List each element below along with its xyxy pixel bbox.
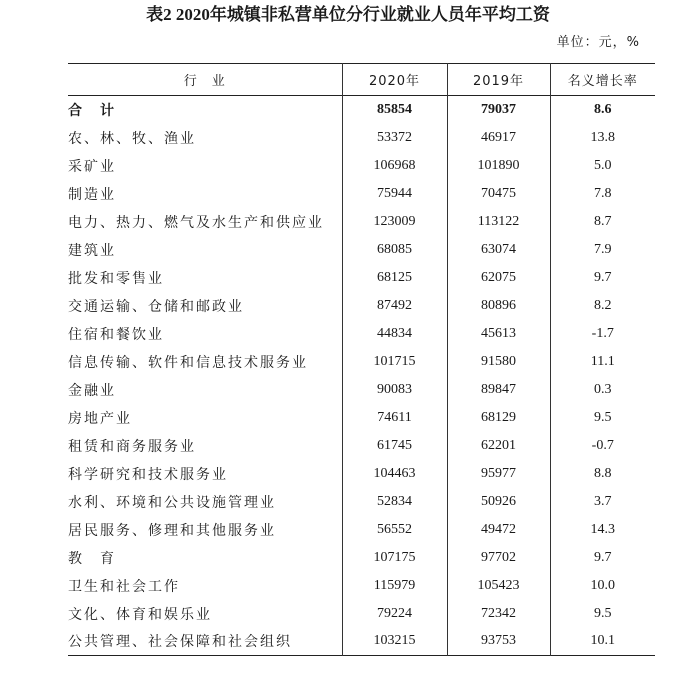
industry-name: 农、林、牧、渔业 bbox=[68, 130, 196, 147]
industry-name: 电力、热力、燃气及水生产和供应业 bbox=[68, 214, 324, 231]
table-row bbox=[68, 264, 655, 292]
table-row bbox=[68, 460, 655, 488]
table-row bbox=[68, 488, 655, 516]
growth-rate: 8.7 bbox=[550, 208, 655, 236]
wage-2020: 75944 bbox=[342, 180, 447, 208]
header-industry: 行 业 bbox=[183, 74, 226, 89]
industry-name: 房地产业 bbox=[68, 410, 132, 427]
wage-2019: 91580 bbox=[447, 348, 550, 376]
wage-2020: 123009 bbox=[342, 208, 447, 236]
wage-2019: 49472 bbox=[447, 516, 550, 544]
wage-2020: 85854 bbox=[342, 96, 447, 124]
wage-2020: 101715 bbox=[342, 348, 447, 376]
header-2019: 2019年 bbox=[447, 64, 550, 96]
header-growth: 名义增长率 bbox=[550, 64, 655, 96]
wage-2020: 103215 bbox=[342, 628, 447, 656]
industry-name: 金融业 bbox=[68, 382, 116, 399]
growth-rate: 9.7 bbox=[550, 264, 655, 292]
growth-rate: 11.1 bbox=[550, 348, 655, 376]
wage-table bbox=[68, 63, 655, 656]
wage-2019: 46917 bbox=[447, 124, 550, 152]
table-title: 表2 2020年城镇非私营单位分行业就业人员年平均工资 bbox=[146, 5, 550, 24]
wage-2020: 106968 bbox=[342, 152, 447, 180]
wage-2019: 89847 bbox=[447, 376, 550, 404]
wage-2020: 53372 bbox=[342, 124, 447, 152]
industry-name: 交通运输、仓储和邮政业 bbox=[68, 298, 244, 315]
total-row bbox=[68, 96, 655, 124]
wage-2019: 79037 bbox=[447, 96, 550, 124]
industry-name: 科学研究和技术服务业 bbox=[68, 466, 228, 483]
wage-2019: 105423 bbox=[447, 572, 550, 600]
table-row bbox=[68, 124, 655, 152]
wage-2019: 80896 bbox=[447, 292, 550, 320]
growth-rate: -1.7 bbox=[550, 320, 655, 348]
wage-2019: 72342 bbox=[447, 600, 550, 628]
growth-rate: 9.5 bbox=[550, 404, 655, 432]
table-row bbox=[68, 180, 655, 208]
wage-2019: 93753 bbox=[447, 628, 550, 656]
wage-2019: 97702 bbox=[447, 544, 550, 572]
wage-2020: 87492 bbox=[342, 292, 447, 320]
table-header bbox=[68, 64, 655, 96]
industry-name: 批发和零售业 bbox=[68, 270, 164, 287]
wage-2019: 70475 bbox=[447, 180, 550, 208]
wage-2020: 68085 bbox=[342, 236, 447, 264]
growth-rate: 9.7 bbox=[550, 544, 655, 572]
table-row bbox=[68, 208, 655, 236]
table-row bbox=[68, 572, 655, 600]
wage-2019: 101890 bbox=[447, 152, 550, 180]
wage-2020: 79224 bbox=[342, 600, 447, 628]
wage-2020: 74611 bbox=[342, 404, 447, 432]
industry-name: 采矿业 bbox=[68, 158, 116, 175]
wage-2020: 90083 bbox=[342, 376, 447, 404]
table-row bbox=[68, 404, 655, 432]
industry-name: 租赁和商务服务业 bbox=[68, 438, 196, 455]
growth-rate: 8.8 bbox=[550, 460, 655, 488]
growth-rate: 8.2 bbox=[550, 292, 655, 320]
growth-rate: 10.0 bbox=[550, 572, 655, 600]
table-row bbox=[68, 376, 655, 404]
table-row bbox=[68, 152, 655, 180]
growth-rate: 13.8 bbox=[550, 124, 655, 152]
growth-rate: 0.3 bbox=[550, 376, 655, 404]
wage-2020: 52834 bbox=[342, 488, 447, 516]
industry-name: 教 育 bbox=[68, 550, 116, 567]
industry-name: 建筑业 bbox=[68, 242, 116, 259]
wage-2020: 107175 bbox=[342, 544, 447, 572]
table-row bbox=[68, 600, 655, 628]
industry-name: 居民服务、修理和其他服务业 bbox=[68, 522, 276, 539]
wage-2020: 61745 bbox=[342, 432, 447, 460]
growth-rate: 8.6 bbox=[550, 96, 655, 124]
growth-rate: 7.9 bbox=[550, 236, 655, 264]
table-row bbox=[68, 320, 655, 348]
industry-name: 制造业 bbox=[68, 186, 116, 203]
wage-2020: 68125 bbox=[342, 264, 447, 292]
table-body bbox=[68, 96, 655, 656]
wage-2019: 62075 bbox=[447, 264, 550, 292]
growth-rate: 3.7 bbox=[550, 488, 655, 516]
wage-2020: 115979 bbox=[342, 572, 447, 600]
growth-rate: 5.0 bbox=[550, 152, 655, 180]
industry-name: 住宿和餐饮业 bbox=[68, 326, 164, 343]
wage-2019: 68129 bbox=[447, 404, 550, 432]
industry-name: 信息传输、软件和信息技术服务业 bbox=[68, 354, 308, 371]
industry-name: 公共管理、社会保障和社会组织 bbox=[68, 634, 292, 651]
wage-2019: 45613 bbox=[447, 320, 550, 348]
wage-2019: 62201 bbox=[447, 432, 550, 460]
growth-rate: 9.5 bbox=[550, 600, 655, 628]
table-row bbox=[68, 516, 655, 544]
growth-rate: 14.3 bbox=[550, 516, 655, 544]
wage-2020: 104463 bbox=[342, 460, 447, 488]
wage-2020: 44834 bbox=[342, 320, 447, 348]
wage-2019: 113122 bbox=[447, 208, 550, 236]
wage-2020: 56552 bbox=[342, 516, 447, 544]
table-row bbox=[68, 432, 655, 460]
wage-2019: 50926 bbox=[447, 488, 550, 516]
wage-2019: 95977 bbox=[447, 460, 550, 488]
table-row bbox=[68, 236, 655, 264]
unit-note: 单位：元，% bbox=[556, 35, 640, 50]
growth-rate: 7.8 bbox=[550, 180, 655, 208]
wage-2019: 63074 bbox=[447, 236, 550, 264]
table-row bbox=[68, 292, 655, 320]
industry-name: 文化、体育和娱乐业 bbox=[68, 606, 212, 623]
industry-name: 合 计 bbox=[68, 102, 116, 119]
header-row bbox=[68, 64, 655, 96]
header-2020: 2020年 bbox=[342, 64, 447, 96]
table-row bbox=[68, 544, 655, 572]
growth-rate: 10.1 bbox=[550, 628, 655, 656]
industry-name: 水利、环境和公共设施管理业 bbox=[68, 494, 276, 511]
table-row bbox=[68, 348, 655, 376]
growth-rate: -0.7 bbox=[550, 432, 655, 460]
industry-name: 卫生和社会工作 bbox=[68, 578, 180, 595]
table-row bbox=[68, 628, 655, 656]
